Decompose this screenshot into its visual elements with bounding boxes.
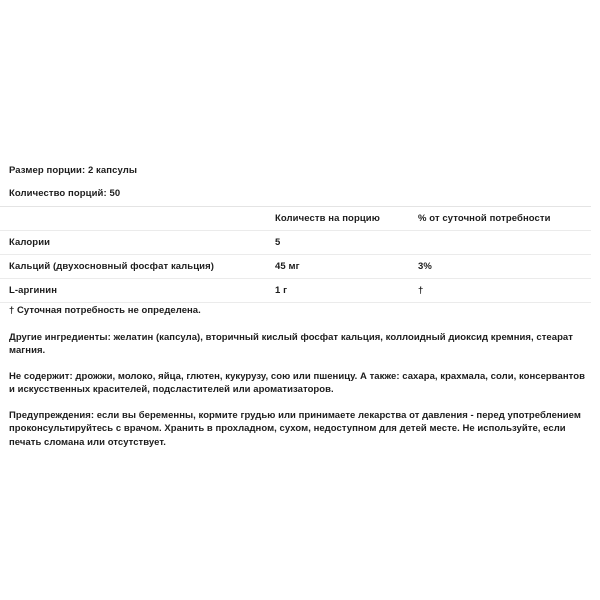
column-header-nutrient: [0, 207, 275, 231]
table-body: [0, 231, 591, 303]
nutrient-name: L-аргинин: [9, 285, 58, 296]
servings-per-container-line: Количество порций: 50: [9, 188, 121, 199]
free-of-paragraph: Не содержит: дрожжи, молоко, яйца, глютен, кукурузу, сою или пшеницу. А также: сахара, крахмала, соли, консервантов и искусственных красителей, подсластителей или ароматизаторов.: [9, 370, 585, 395]
serving-info-block: [9, 165, 591, 211]
table-row: [0, 279, 591, 303]
other-ingredients-paragraph: Другие ингредиенты: желатин (капсула), вторичный кислый фосфат кальция, коллоидный диоксид кремния, стеарат магния.: [9, 331, 573, 356]
daily-value-footnote: † Суточная потребность не определена.: [9, 305, 201, 316]
nutrient-daily-value: 3%: [418, 261, 432, 272]
warnings-paragraph: Предупреждения: если вы беременны, кормите грудью или принимаете лекарства от давления - перед употреблением проконсультируйтесь с врачом. Хранить в прохладном, сухом, недоступном для детей месте. Не используйте, если печать сломана или отсутствует.: [9, 409, 581, 448]
nutrient-name: Кальций (двухосновный фосфат кальция): [9, 261, 214, 272]
nutrient-daily-value: [418, 231, 591, 255]
serving-size-line: Размер порции: 2 капсулы: [9, 165, 138, 176]
nutrient-name: Калории: [9, 237, 51, 248]
table-header-row: [0, 207, 591, 231]
nutrient-amount: 1 г: [275, 285, 288, 296]
table-header: [0, 207, 591, 231]
nutrient-amount: 5: [275, 237, 281, 248]
nutrient-daily-value: †: [418, 285, 424, 296]
notes-block: [9, 304, 591, 449]
column-header-amount-per-serving: Количеств на порцию: [275, 213, 380, 224]
table-row: [0, 231, 591, 255]
column-header-percent-daily-value: % от суточной потребности: [418, 213, 551, 224]
table-row: [0, 255, 591, 279]
nutrient-amount: 45 мг: [275, 261, 300, 272]
supplement-facts-table: [0, 206, 591, 303]
